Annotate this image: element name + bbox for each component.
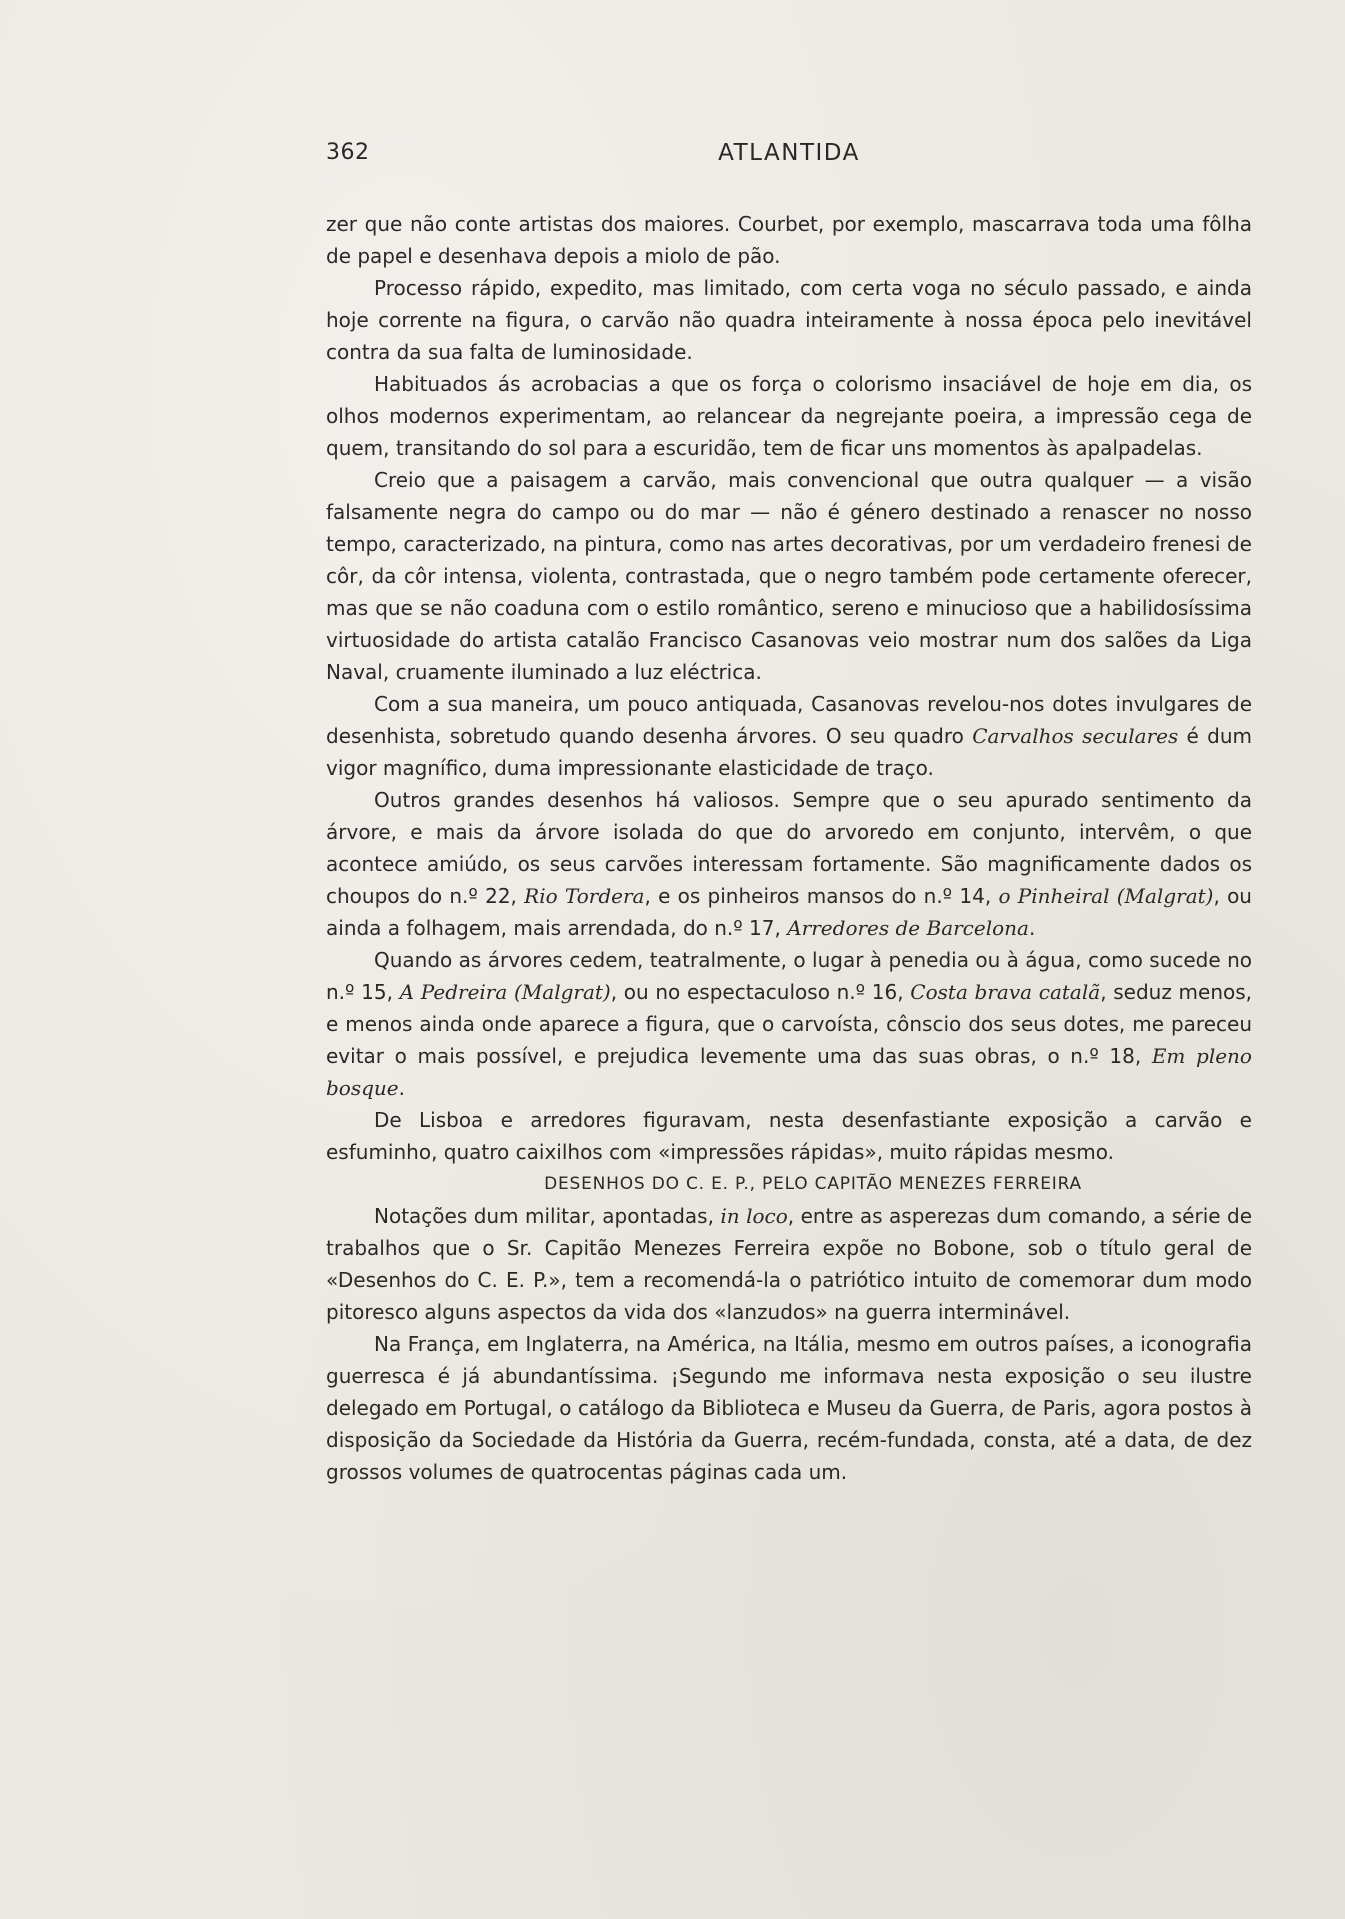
journal-title: ATLANTIDA <box>718 140 860 166</box>
text-run: Quando as árvores cedem, teatralmente, o lugar à penedia ou à água, como sucede no n.º 15, <box>326 948 1252 1004</box>
text-run: Outros grandes desenhos há valiosos. Sempre que o seu apurado sentimento da árvore, e mais da árvore isolada do que do arvoredo em conjunto, intervêm, o que acontece amiúdo, os seus carvões interessam fortamente. São magnificamente dados os choupos do n.º 22, <box>326 788 1252 908</box>
paragraph: Processo rápido, expedito, mas limitado, com certa voga no século passado, e ainda hoje corrente na figura, o carvão não quadra inteiramente à nossa época pelo inevitável contra da sua falta de luminosidade. <box>326 276 1252 364</box>
text-run: é dum vigor magnífico, duma impressionante elasticidade de traço. <box>326 724 1252 780</box>
page-number: 362 <box>326 140 370 165</box>
text-run: Com a sua maneira, um pouco antiquada, Casanovas revelou-nos dotes invulgares de desenhista, sobretudo quando desenha árvores. O seu quadro <box>326 692 1252 748</box>
paragraph: zer que não conte artistas dos maiores. Courbet, por exemplo, mascarrava toda uma fôlha de papel e desenhava depois a miolo de pão. <box>326 212 1252 268</box>
text-run: , seduz menos, e menos ainda onde aparece a figura, que o carvoísta, cônscio dos seus dotes, me pareceu evitar o mais possível, e prejudica levemente uma das suas obras, o n.º 18, <box>326 980 1253 1068</box>
text-run: Notações dum militar, apontadas, <box>374 1204 721 1228</box>
artwork-title: A Pedreira (Malgrat) <box>399 980 611 1004</box>
running-head <box>326 140 1252 176</box>
text-run: , ou no espectaculoso n.º 16, <box>610 980 911 1004</box>
artwork-title: Costa brava catalã <box>910 980 1101 1004</box>
text-run: , ou ainda a folhagem, mais arrendada, do n.º 17, <box>326 884 1252 940</box>
section-heading: DESENHOS DO C. E. P., PELO CAPITÃO MENEZES FERREIRA <box>544 1174 1082 1194</box>
paragraph: De Lisboa e arredores figuravam, nesta desenfastiante exposição a carvão e esfuminho, quatro caixilhos com «impressões rápidas», muito rápidas mesmo. <box>326 1108 1252 1164</box>
paragraph <box>326 688 1252 784</box>
artwork-title: Rio Tordera <box>524 884 645 908</box>
paragraph <box>326 944 1252 1104</box>
text-run: . <box>1028 916 1036 940</box>
artwork-title: Carvalhos seculares <box>972 724 1179 748</box>
text-run: , entre as asperezas dum comando, a série de trabalhos que o Sr. Capitão Menezes Ferreira expõe no Bobone, sob o título geral de «Desenhos do C. E. P.», tem a recomendá-la o patriótico intuito de comemorar dum modo pitoresco alguns aspectos da vida dos «lanzudos» na guerra interminável. <box>326 1204 1252 1324</box>
italic-phrase: in loco <box>720 1204 788 1228</box>
paragraph: Habituados ás acrobacias a que os força o colorismo insaciável de hoje em dia, os olhos modernos experimentam, ao relancear da negrejante poeira, a impressão cega de quem, transitando do sol para a escuridão, tem de ficar uns momentos às apalpadelas. <box>326 372 1252 460</box>
paragraph: Creio que a paisagem a carvão, mais convencional que outra qualquer — a visão falsamente negra do campo ou do mar — não é género destinado a renascer no nosso tempo, caracterizado, na pintura, como nas artes decorativas, por um verdadeiro frenesi de côr, da côr intensa, violenta, contrastada, que o negro também pode certamente oferecer, mas que se não coaduna com o estilo romântico, sereno e minucioso que a habilidosíssima virtuosidade do artista catalão Francisco Casanovas veio mostrar num dos salões da Liga Naval, cruamente iluminado a luz eléctrica. <box>326 468 1252 684</box>
artwork-title: Arredores de Barcelona <box>787 916 1029 940</box>
artwork-title: o Pinheiral (Malgrat) <box>998 884 1214 908</box>
artwork-title: Em pleno bosque <box>326 1044 1252 1100</box>
paragraph <box>326 784 1252 944</box>
paragraph: Na França, em Inglaterra, na América, na Itália, mesmo em outros países, a iconografia guerresca é já abundantíssima. ¡Segundo me informava nesta exposição o seu ilustre delegado em Portugal, o catálogo da Biblioteca e Museu da Guerra, de Paris, agora postos à disposição da Sociedade da História da Guerra, recém-fundada, consta, até a data, de dez grossos volumes de quatrocentas páginas cada um. <box>326 1332 1252 1484</box>
article-body <box>326 208 1252 1488</box>
paragraph <box>326 1200 1252 1328</box>
text-run: . <box>398 1076 405 1100</box>
text-run: , e os pinheiros mansos do n.º 14, <box>644 884 999 908</box>
